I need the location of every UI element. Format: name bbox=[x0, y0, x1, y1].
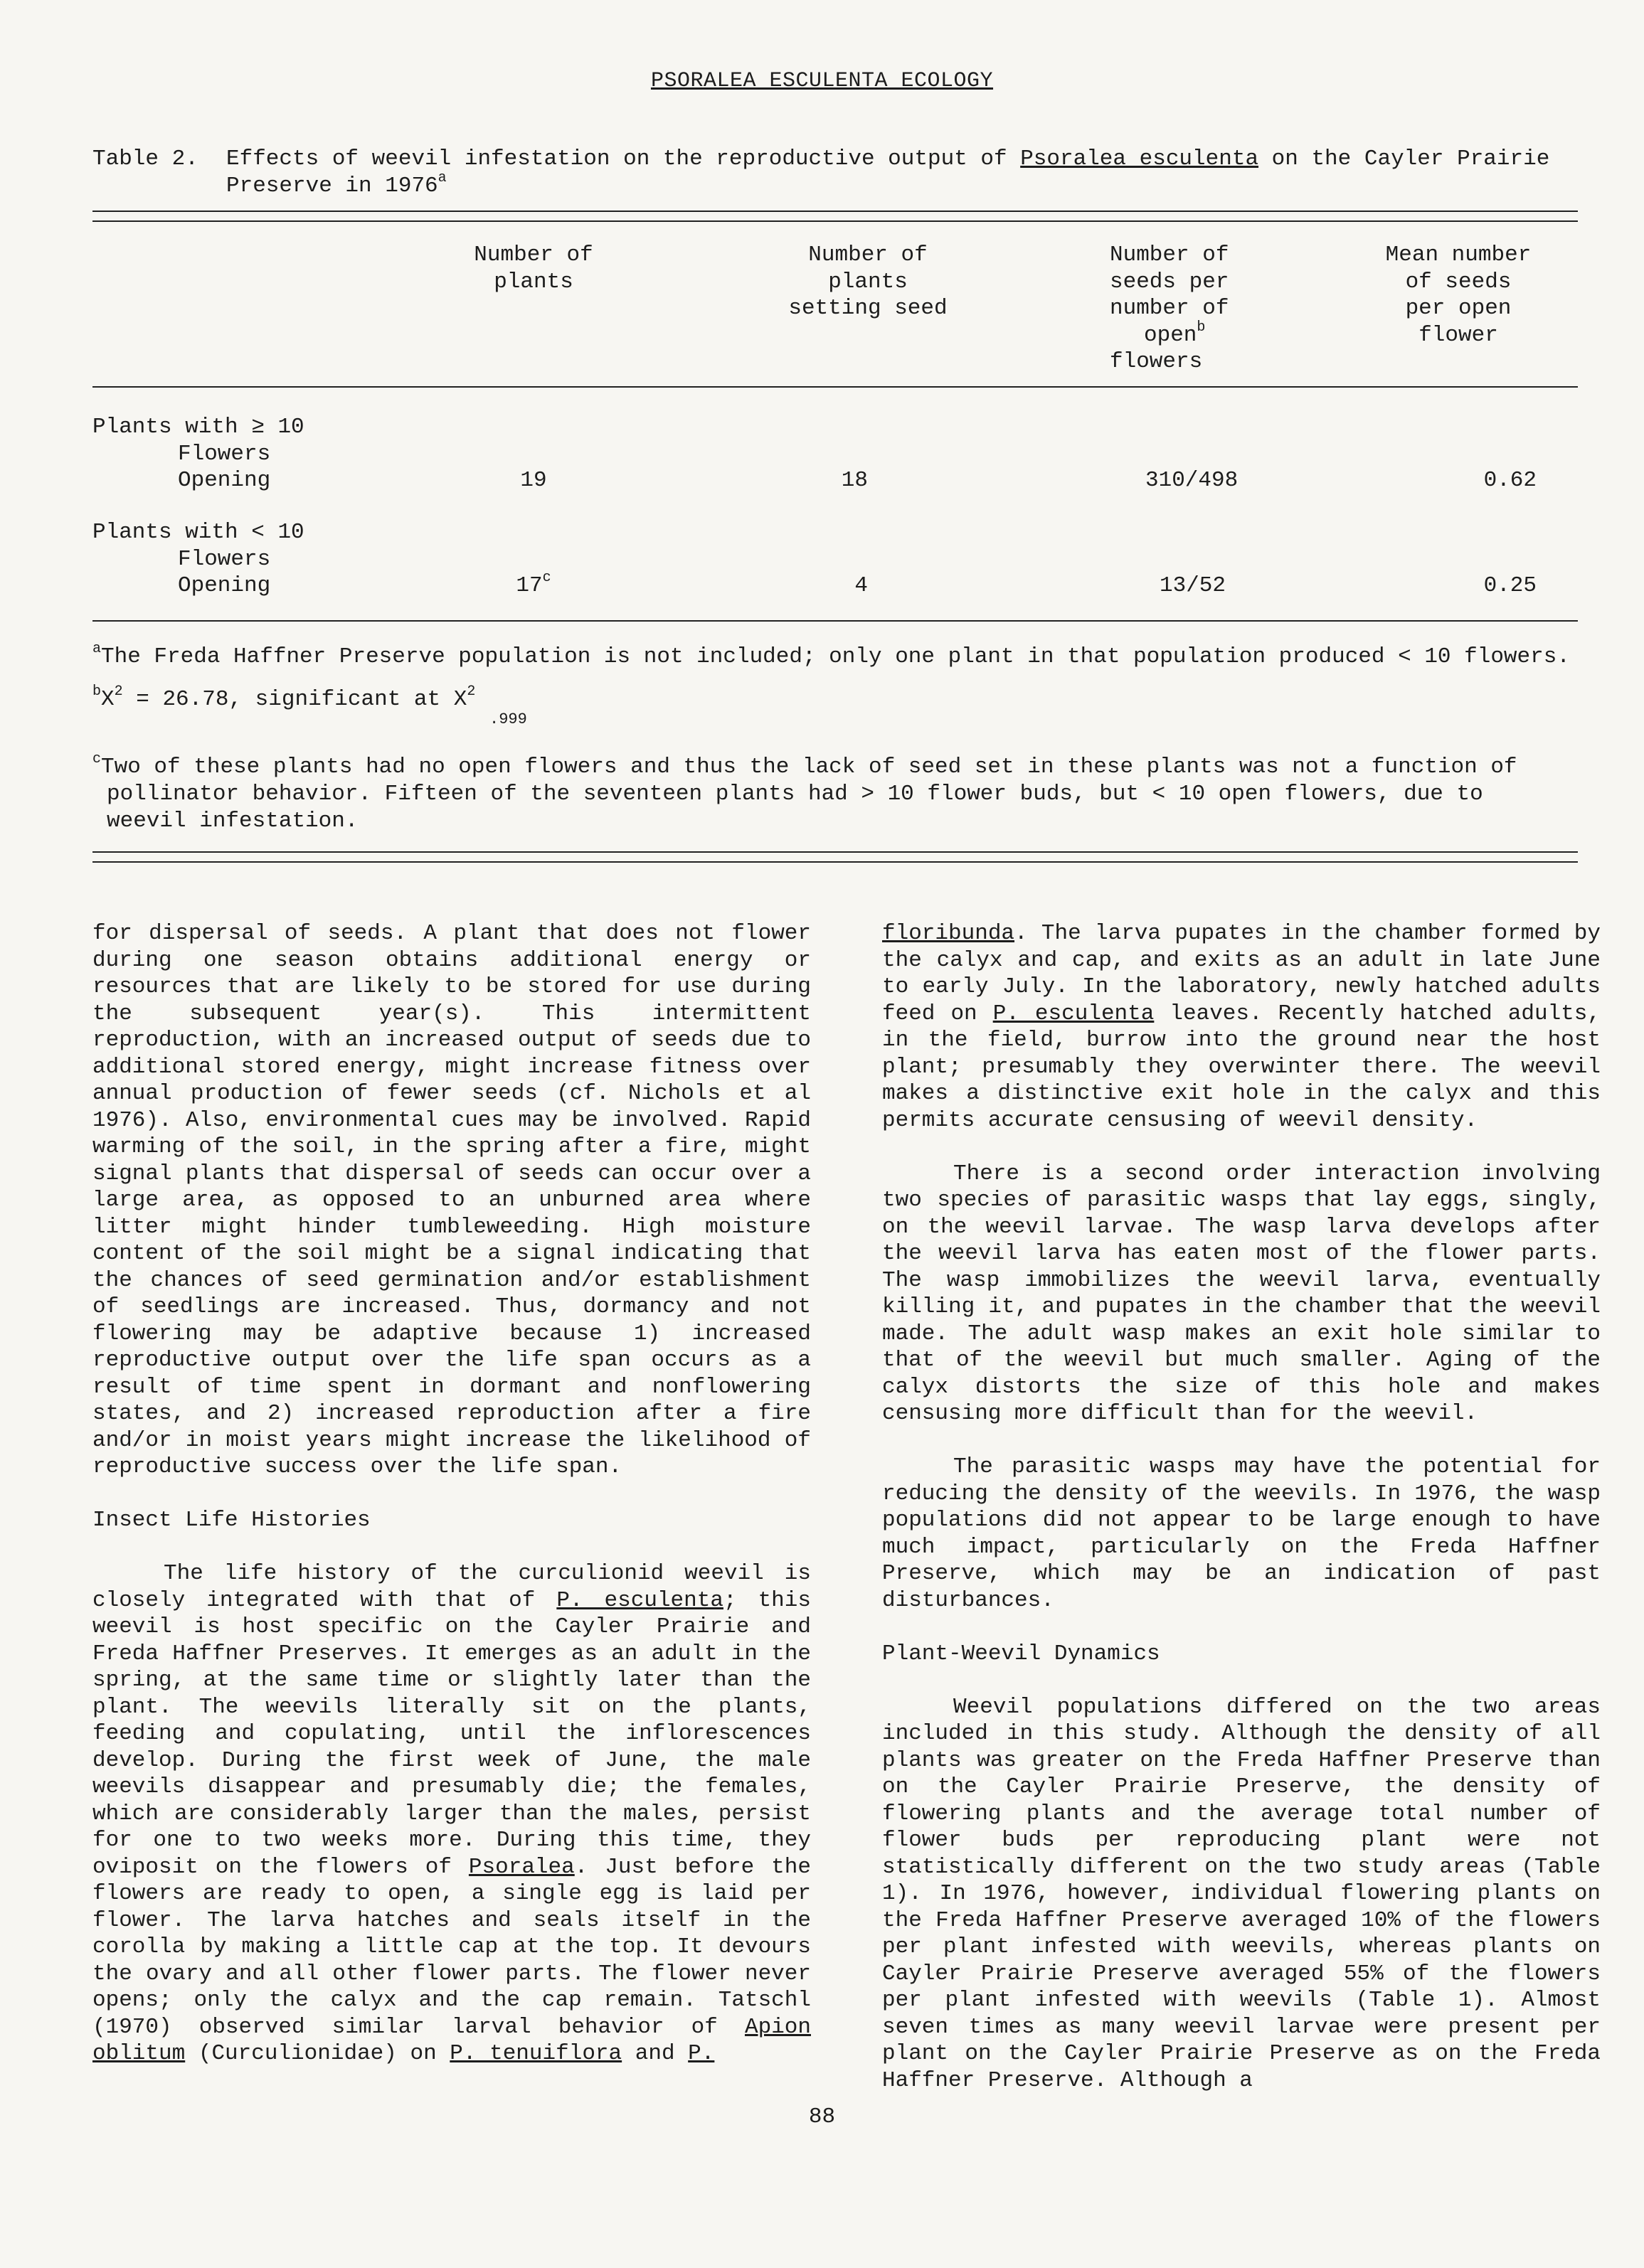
page-number: 88 bbox=[808, 2104, 836, 2129]
body-paragraph: Weevil populations differed on the two areas included in this study. Although the density of all plants was greater on the Freda Haffner Preserve than on the Cayler Prairie Preserve, the density of flowering plants and the average total number of flower buds per reproducing plant were not statistically different on the two study areas (Table 1). In 1976, however, individual flowering plants on the Freda Haffner Preserve averaged 10% of the flowers per plant infested with weevils, whereas plants on Cayler Prairie Preserve averaged 55% of the flowers per plant infested with weevils (Table 1). Almost seven times as many weevil larvae were present per plant on the Cayler Prairie Preserve as on the Freda Haffner Preserve. Although a bbox=[882, 1694, 1601, 2093]
footnote-a: $^a$The Freda Haffner Preserve population is not included; only one plant in that population produced < 10 flowers. bbox=[92, 641, 1570, 669]
footnote-b-subscript: .999 bbox=[489, 710, 527, 728]
table-cell-plants: 17$^c$ bbox=[516, 570, 551, 598]
table-rule-body bbox=[92, 620, 1578, 622]
body-paragraph: floribunda. The larva pupates in the chamber formed by the calyx and cap, and exits as an adult in late June to early July. In the laboratory, newly hatched adults feed on P. esculenta leaves. Recently hatched adults, in the field, burrow into the ground near the host plant; presumably they overwinter there. The weevil makes a distinctive exit hole in the calyx and this permits accurate censusing of weevil density. bbox=[882, 921, 1601, 1133]
right-column bbox=[882, 920, 1601, 2094]
body-paragraph: The life history of the curculionid weevil is closely integrated with that of P. esculenta; this weevil is host specific on the Cayler Prairie and Freda Haffner Preserves. It emerges as an adult in the spring, at the same time or slightly later than the plant. The weevils literally sit on the plants, feeding and copulating, until the inflorescences develop. During the first week of June, the male weevils disappear and presumably die; the females, which are considerably larger than the males, persist for one to two weeks more. During this time, they oviposit on the flowers of Psoralea. Just before the flowers are ready to open, a single egg is laid per flower. The larva hatches and seals itself in the corolla by making a little cap at the top. It devours the ovary and all other flower parts. The flower never opens; only the calyx and the cap remain. Tatschl (1970) observed similar larval behavior of Apion oblitum (Curculionidae) on P. tenuiflora and P. bbox=[92, 1561, 811, 2066]
body-paragraph: There is a second order interaction involving two species of parasitic wasps that lay eggs, singly, on the weevil larvae. The wasp larva develops after the weevil larva has eaten most of the flower parts. The wasp immobilizes the weevil larva, eventually killing it, and pupates in the chamber that the weevil made. The adult wasp makes an exit hole similar to that of the weevil but much smaller. Aging of the calyx distorts the size of this hole and makes censusing more difficult than for the weevil. bbox=[882, 1161, 1601, 1426]
table-rule-bottom bbox=[92, 851, 1578, 853]
footnote-b: $^bX^2 = 26.78$, significant at $X^2$ bbox=[92, 683, 476, 712]
column-header-mean: Mean number of seeds per open flower bbox=[1385, 243, 1532, 348]
table-cell-setting-seed: 4 bbox=[854, 573, 868, 598]
table-row-label: Plants with ≥ 10 Flowers Opening bbox=[92, 415, 304, 493]
table-cell-setting-seed: 18 bbox=[841, 468, 868, 493]
table-cell-seeds-per-flowers: 13/52 bbox=[1160, 573, 1226, 598]
body-paragraph: The parasitic wasps may have the potential for reducing the density of the weevils. In 1976, the wasp populations did not appear to be large enough to have much impact, particularly on the Freda Haffner Preserve, which may be an indication of past disturbances. bbox=[882, 1454, 1601, 1613]
table-row-label: Plants with < 10 Flowers Opening bbox=[92, 520, 304, 598]
table-rule-top-2 bbox=[92, 220, 1578, 222]
column-header-plants: Number of plants bbox=[474, 243, 593, 294]
table-caption-text: Effects of weevil infestation on the reproductive output of Psoralea esculenta on the Cayler Prairie Preserve in 1976$^a$ bbox=[226, 147, 1550, 198]
table-rule-header bbox=[92, 386, 1578, 388]
footnote-mark: a bbox=[437, 170, 447, 186]
species-name: Psoralea esculenta bbox=[1020, 147, 1259, 171]
section-heading: Plant-Weevil Dynamics bbox=[882, 1641, 1160, 1666]
table-cell-mean: 0.62 bbox=[1483, 468, 1537, 493]
table-cell-mean: 0.25 bbox=[1483, 573, 1537, 598]
footnote-c: $^c$Two of these plants had no open flowers and thus the lack of seed set in these plants was not a function of pollinator behavior. Fifteen of the seventeen plants had > 10 flower buds, but < 10 open flowers, due to weevil infestation. bbox=[92, 751, 1517, 834]
table-rule-bottom-2 bbox=[92, 861, 1578, 863]
left-column bbox=[92, 920, 811, 2067]
body-paragraph: for dispersal of seeds. A plant that does not flower during one season obtains additional energy or resources that are likely to be stored for use during the subsequent year(s). This intermittent reproduction, with an increased output of seeds due to additional stored energy, might increase fitness over annual production of fewer seeds (cf. Nichols et al 1976). Also, environmental cues may be involved. Rapid warming of the soil, in the spring after a fire, might signal plants that dispersal of seeds can occur over a large area, as opposed to an unburned area where litter might hinder tumbleweeding. High moisture content of the soil might be a signal indicating that the chances of seed germination and/or establishment of seedlings are increased. Thus, dormancy and not flowering may be adaptive because 1) increased reproductive output over the life span occurs as a result of time spent in dormant and nonflowering states, and 2) increased reproduction after a fire and/or in moist years might increase the likelihood of reproductive success over the life span. bbox=[92, 921, 811, 1479]
table-cell-seeds-per-flowers: 310/498 bbox=[1145, 468, 1239, 493]
column-header-setting-seed: Number of plants setting seed bbox=[788, 243, 948, 321]
column-header-seeds-per-flowers: Number of seeds per number of open$^b$ flowers bbox=[1110, 243, 1229, 374]
section-heading: Insect Life Histories bbox=[92, 1508, 371, 1533]
footnote-mark: c bbox=[542, 570, 551, 586]
table-cell-plants: 19 bbox=[520, 468, 547, 493]
table-number: Table 2. bbox=[92, 147, 198, 171]
table-rule-top bbox=[92, 211, 1578, 212]
running-head: PSORALEA ESCULENTA ECOLOGY bbox=[650, 69, 994, 93]
